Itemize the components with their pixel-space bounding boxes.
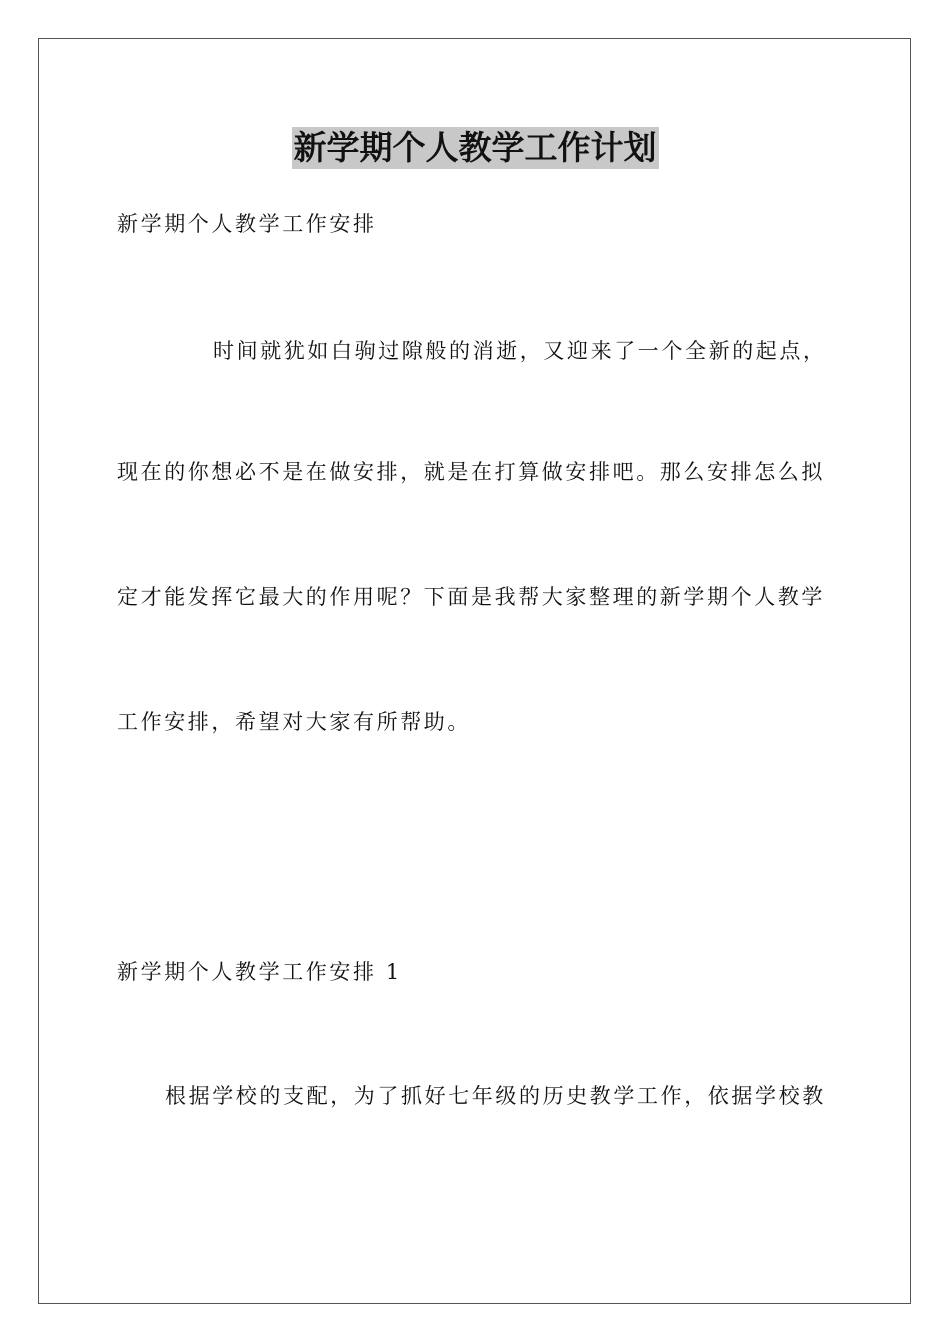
intro-line-1: 时间就犹如白驹过隙般的消逝，又迎来了一个全新的起点， bbox=[213, 339, 827, 363]
title-container bbox=[0, 127, 950, 169]
intro-line-2: 现在的你想必不是在做安排，就是在打算做安排吧。那么安排怎么拟 bbox=[117, 460, 825, 484]
intro-line-3: 定才能发挥它最大的作用呢？下面是我帮大家整理的新学期个人教学 bbox=[117, 585, 825, 609]
section-line-1: 根据学校的支配，为了抓好七年级的历史教学工作，依据学校教 bbox=[165, 1084, 826, 1108]
section-heading: 新学期个人教学工作安排 1 bbox=[117, 960, 402, 984]
intro-line-4: 工作安排，希望对大家有所帮助。 bbox=[117, 710, 471, 734]
document-subtitle: 新学期个人教学工作安排 bbox=[117, 212, 377, 236]
document-title: 新学期个人教学工作计划 bbox=[293, 128, 657, 167]
